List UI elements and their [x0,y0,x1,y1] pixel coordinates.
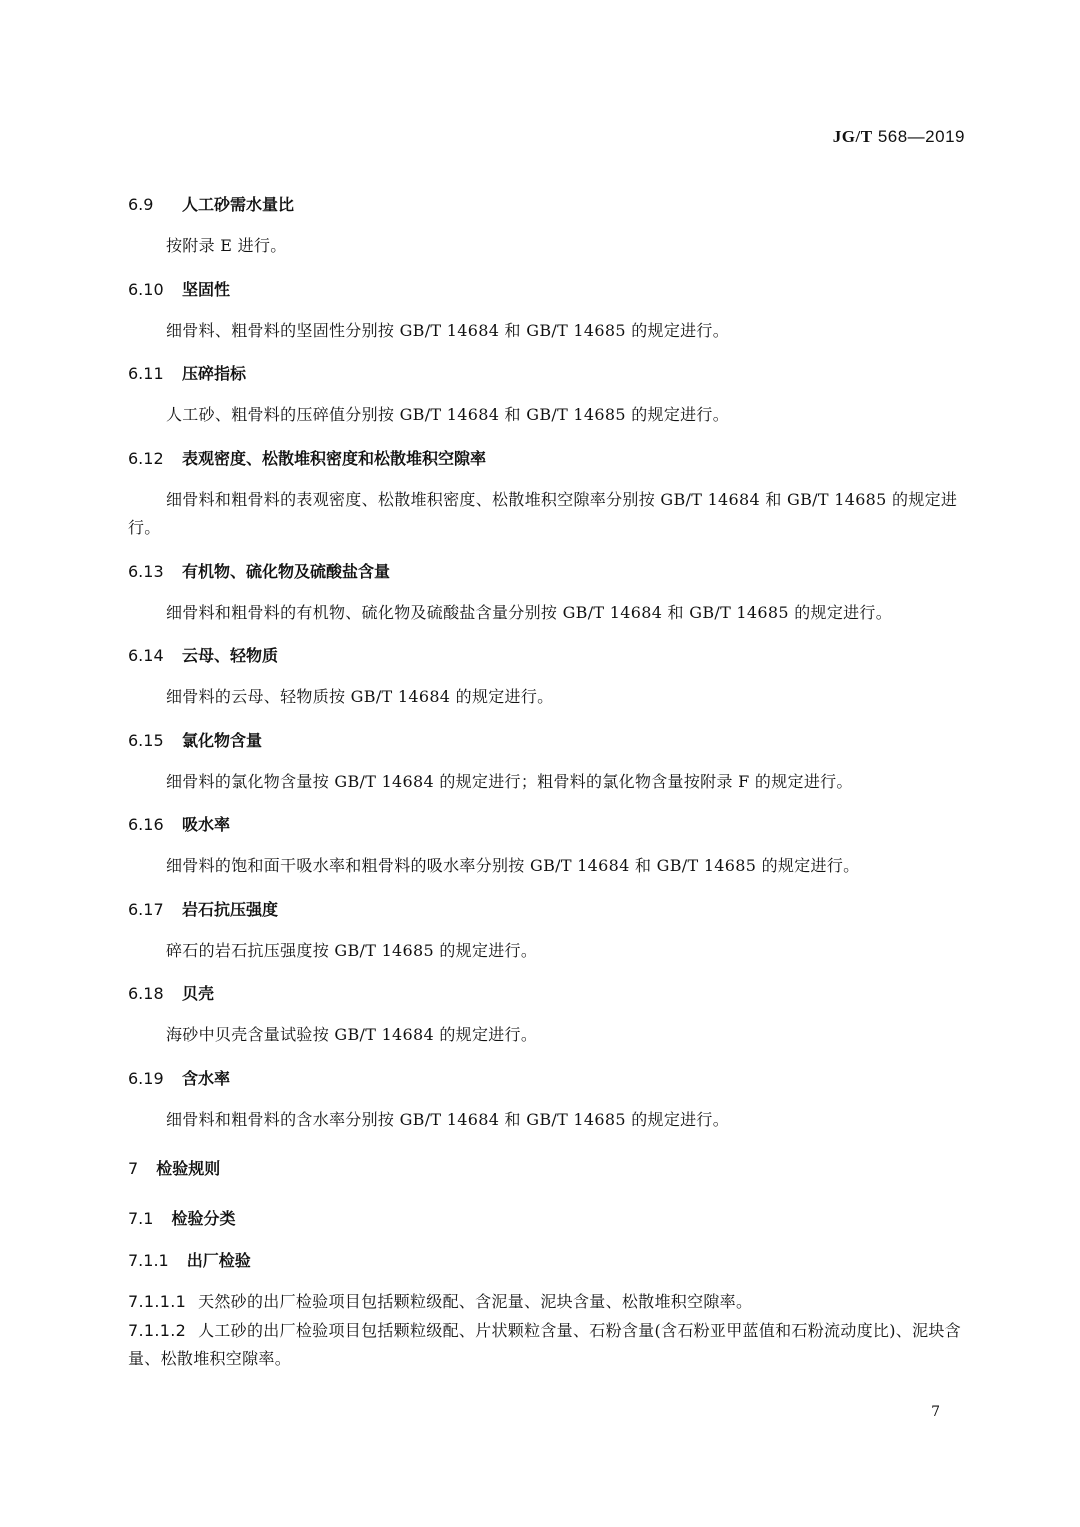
clause [128,1317,965,1374]
subsection-heading [128,1204,965,1234]
clause-text: 天然砂的出厂检验项目包括颗粒级配、含泥量、泥块含量、松散堆积空隙率。 [198,1292,753,1311]
section-number: 6.12 [128,448,164,468]
chapter-title: 检验规则 [156,1159,221,1178]
section-number: 6.14 [128,646,164,665]
subsection-title: 检验分类 [171,1209,236,1228]
section-title: 贝壳 [182,984,215,1003]
standard-prefix: JG/T [832,127,873,146]
section-number: 6.19 [128,1068,164,1088]
section-number: 6.10 [128,279,164,299]
section-title: 含水率 [182,1068,231,1088]
section-body: 人工砂、粗骨料的压碎值分别按 GB/T 14684 和 GB/T 14685 的规定进行。 [166,405,730,424]
clause-number: 7.1.1.1 [128,1292,187,1311]
chapter-heading [128,1154,965,1184]
standard-number: 568—2019 [877,127,965,146]
section-heading [128,979,965,1009]
clause-number: 7.1.1.2 [128,1320,187,1340]
section-title: 坚固性 [182,279,231,299]
subsection-number: 7.1 [128,1209,154,1228]
section-title: 云母、轻物质 [182,646,279,665]
section-number: 6.16 [128,815,164,834]
section-body: 细骨料的氯化物含量按 GB/T 14684 的规定进行；粗骨料的氯化物含量按附录 F 的规定进行。 [166,771,853,791]
subsubsection-title: 出厂检验 [186,1251,251,1270]
chapter-number: 7 [128,1159,139,1178]
section-number: 6.9 [128,195,154,214]
section-body: 细骨料的饱和面干吸水率和粗骨料的吸水率分别按 GB/T 14684 和 GB/T 14685 的规定进行。 [166,856,860,875]
section-number: 6.18 [128,984,164,1003]
section-title: 压碎指标 [182,364,247,383]
section-body: 细骨料和粗骨料的表观密度、松散堆积密度、松散堆积空隙率分别按 GB/T 14684 和 GB/T 14685 的规定进行。 [128,489,958,537]
section-heading [128,190,965,220]
section-heading [128,641,965,671]
section-heading [128,275,965,305]
section-body: 按附录 E 进行。 [166,236,287,255]
section-title: 有机物、硫化物及硫酸盐含量 [182,561,391,581]
section-number: 6.15 [128,730,164,750]
section-body: 碎石的岩石抗压强度按 GB/T 14685 的规定进行。 [166,940,538,960]
section-number: 6.13 [128,561,164,581]
section-title: 人工砂需水量比 [182,195,295,214]
clause-text: 人工砂的出厂检验项目包括颗粒级配、片状颗粒含量、石粉含量(含石粉亚甲蓝值和石粉流动度比)、泥块含量、松散堆积空隙率。 [128,1320,961,1368]
document-body [128,190,965,1374]
section-heading [128,557,965,587]
section-title: 氯化物含量 [182,730,263,750]
section-title: 表观密度、松散堆积密度和松散堆积空隙率 [182,448,487,468]
section-heading [128,726,965,756]
clause [128,1288,965,1317]
section-number: 6.11 [128,364,164,383]
section-heading [128,1064,965,1094]
section-body: 海砂中贝壳含量试验按 GB/T 14684 的规定进行。 [166,1025,538,1044]
section-heading [128,895,965,925]
section-title: 岩石抗压强度 [182,899,279,919]
section-body: 细骨料、粗骨料的坚固性分别按 GB/T 14684 和 GB/T 14685 的规定进行。 [166,320,730,340]
section-heading [128,810,965,840]
subsubsection-number: 7.1.1 [128,1251,169,1270]
section-body: 细骨料和粗骨料的有机物、硫化物及硫酸盐含量分别按 GB/T 14684 和 GB/T 14685 的规定进行。 [166,602,893,622]
section-heading [128,359,965,389]
section-body: 细骨料和粗骨料的含水率分别按 GB/T 14684 和 GB/T 14685 的规定进行。 [166,1109,730,1129]
section-heading [128,444,965,474]
section-body: 细骨料的云母、轻物质按 GB/T 14684 的规定进行。 [166,687,554,706]
page-header [833,127,965,147]
page-number: 7 [931,1404,940,1420]
section-number: 6.17 [128,899,164,919]
subsubsection-heading [128,1246,965,1276]
section-title: 吸水率 [182,815,231,834]
